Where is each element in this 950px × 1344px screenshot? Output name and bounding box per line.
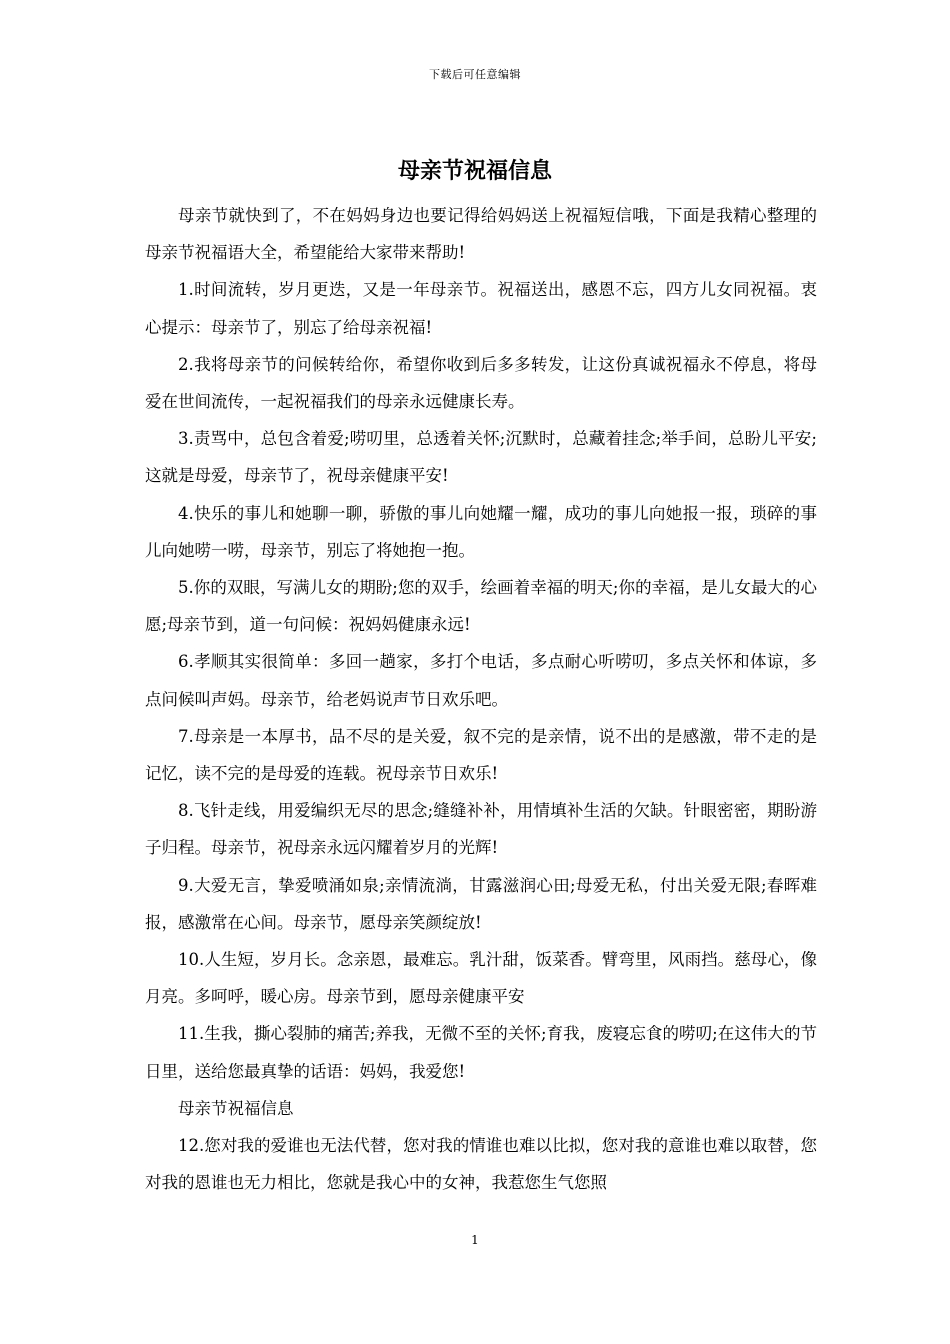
wish-paragraph-5: 5.你的双眼，写满儿女的期盼;您的双手，绘画着幸福的明天;你的幸福，是儿女最大的心愿;母亲节到，道一句问候：祝妈妈健康永远! xyxy=(145,578,817,635)
intro-paragraph: 母亲节就快到了，不在妈妈身边也要记得给妈妈送上祝福短信哦，下面是我精心整理的母亲节祝福语大全，希望能给大家带来帮助! xyxy=(145,206,817,263)
wish-paragraph-8: 8.飞针走线，用爱编织无尽的思念;缝缝补补，用情填补生活的欠缺。针眼密密，期盼游子归程。母亲节，祝母亲永远闪耀着岁月的光辉! xyxy=(145,801,817,858)
document-body xyxy=(145,197,817,1201)
wish-paragraph-1: 1.时间流转，岁月更迭，又是一年母亲节。祝福送出，感恩不忘，四方儿女同祝福。衷心提示：母亲节了，别忘了给母亲祝福! xyxy=(145,280,817,337)
wish-paragraph-9: 9.大爱无言，挚爱喷涌如泉;亲情流淌，甘露滋润心田;母爱无私，付出关爱无限;春晖难报，感激常在心间。母亲节，愿母亲笑颜绽放! xyxy=(145,875,817,932)
wish-paragraph-2: 2.我将母亲节的问候转给你，希望你收到后多多转发，让这份真诚祝福永不停息，将母爱在世间流传，一起祝福我们的母亲永远健康长寿。 xyxy=(145,354,817,412)
wish-paragraph-11: 11.生我，撕心裂肺的痛苦;养我，无微不至的关怀;育我，废寝忘食的唠叨;在这伟大的节日里，送给您最真挚的话语：妈妈，我爱您! xyxy=(145,1024,817,1081)
wish-paragraph-3: 3.责骂中，总包含着爱;唠叨里，总透着关怀;沉默时，总藏着挂念;举手间，总盼儿平安;这就是母爱，母亲节了，祝母亲健康平安! xyxy=(145,429,817,486)
wish-paragraph-12: 12.您对我的爱谁也无法代替，您对我的情谁也难以比拟，您对我的意谁也难以取替，您对我的恩谁也无力相比，您就是我心中的女神，我惹您生气您照 xyxy=(145,1136,817,1193)
wish-paragraph-10: 10.人生短，岁月长。念亲恩，最难忘。乳汁甜，饭菜香。臂弯里，风雨挡。慈母心，像月亮。多呵呼，暖心房。母亲节到，愿母亲健康平安 xyxy=(145,950,817,1007)
page-header-note: 下载后可任意编辑 xyxy=(429,68,521,81)
page-number: 1 xyxy=(471,1233,479,1247)
wish-paragraph-6: 6.孝顺其实很简单：多回一趟家，多打个电话，多点耐心听唠叨，多点关怀和体谅，多点问候叫声妈。母亲节，给老妈说声节日欢乐吧。 xyxy=(145,652,817,709)
document-title: 母亲节祝福信息 xyxy=(397,158,552,184)
wish-paragraph-7: 7.母亲是一本厚书，品不尽的是关爱，叙不完的是亲情，说不出的是感激，带不走的是记忆，读不完的是母爱的连载。祝母亲节日欢乐! xyxy=(145,726,817,784)
section-heading: 母亲节祝福信息 xyxy=(178,1098,294,1118)
wish-paragraph-4: 4.快乐的事儿和她聊一聊，骄傲的事儿向她耀一耀，成功的事儿向她报一报，琐碎的事儿向她唠一唠，母亲节，别忘了将她抱一抱。 xyxy=(145,503,817,560)
